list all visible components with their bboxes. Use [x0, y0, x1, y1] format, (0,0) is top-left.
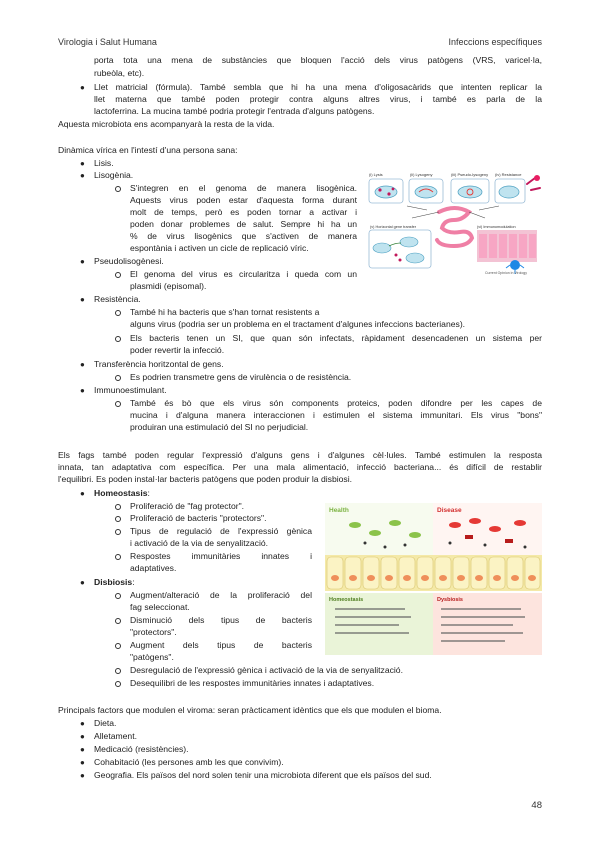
pseudo-lysogeny-panel: [451, 179, 489, 203]
res-sub2-2: poder revertir la infecció.: [130, 345, 225, 355]
dis-item-5: Desequilibri de les respostes immunitàries innates i adaptatives.: [130, 678, 375, 688]
homeo-item-4a: Respostes immunitàries innates i: [130, 551, 312, 561]
sub-bullet-circle: [115, 529, 121, 535]
lisogenia-sub-2: Aquests virus poden estar d'aquesta forma durant: [130, 195, 357, 205]
running-header-right: Infeccions específiques: [448, 37, 542, 47]
pseudo: Pseudolisogènesi.: [94, 256, 164, 266]
fig1-label-resistance: (iv) Resistance: [495, 172, 522, 177]
bullet-dot: ●: [80, 758, 85, 767]
factor-item: Geografia. Els països del nord solen tenir una microbiota diferent que els països del sud.: [94, 770, 432, 780]
factor-item: Cohabitació (les persones amb les que convivim).: [94, 757, 284, 767]
pseudo-sub-1: El genoma del virus es circularitza i queda com un: [130, 269, 357, 279]
lisogenia: Lisogènia.: [94, 170, 134, 180]
bullet-dot: ●: [80, 360, 85, 369]
sub-bullet-circle: [115, 310, 121, 316]
dysbiosis-heading: Disbiosis:: [94, 577, 135, 587]
health-disease-figure: [325, 503, 542, 658]
dysbiosis-title: Disbiosis: [94, 577, 133, 587]
lisogenia-sub-1: S'integren en el genoma de manera lisogènica.: [130, 183, 357, 193]
intro-cont-line-1: porta tota una mena de substàncies que bloquen l'acció dels virus patògens (VRS, varicel·la,: [94, 55, 542, 65]
bullet-dot: ●: [80, 732, 85, 741]
sub-bullet-circle: [115, 643, 121, 649]
lysogeny-panel: [409, 179, 443, 203]
dis-item-2a: Disminució dels tipus de bacteris: [130, 615, 312, 625]
lisis: Lisis.: [94, 158, 114, 168]
lisogenia-sub-3: molt de temps, però es poden tornar a activar i: [130, 207, 357, 217]
page-number: 48: [531, 800, 542, 811]
bullet-dot: ●: [80, 771, 85, 780]
milk-line-2: llet materna que també poden protegir contra alguns altres virus, i també es parla de la: [94, 94, 542, 104]
sub-bullet-circle: [115, 618, 121, 624]
immuno-sub-3: produiran una estimulació del SI no perjudicial.: [130, 422, 309, 432]
lisogenia-sub-4: poden donar problemes de salut. Sempre hi ha un: [130, 219, 357, 229]
bullet-dot: ●: [80, 257, 85, 266]
sub-bullet-circle: [115, 504, 121, 510]
fig2-disease-label: Disease: [437, 507, 462, 514]
bullet-dot: ●: [80, 295, 85, 304]
sub-bullet-circle: [115, 336, 121, 342]
transfer-sub: Es podrien transmetre gens de virulència o de resistència.: [130, 372, 352, 382]
sub-bullet-circle: [115, 401, 121, 407]
fig1-credit: Current Opinion in Virology: [485, 271, 527, 275]
intro-cont-line-2: rubeòla, etc).: [94, 68, 145, 78]
sub-bullet-circle: [115, 375, 121, 381]
sub-bullet-circle: [115, 272, 121, 278]
factors-title: Principals factors que modulen el viroma: seran pràcticament idèntics que els que modulen el bioma.: [58, 705, 442, 715]
homeo-item-3b: i activació de la via de senyalització.: [130, 538, 269, 548]
bullet-dot: ●: [80, 745, 85, 754]
resistencia: Resistència.: [94, 294, 141, 304]
res-sub1-1: També hi ha bacteris que s'han tornat resistents a: [130, 307, 320, 317]
homeostasis-heading: Homeostasis:: [94, 488, 150, 498]
bullet-dot: ●: [80, 578, 85, 587]
fig1-label-immuno: (vi) Immunomodulation: [477, 225, 516, 229]
factor-item: Dieta.: [94, 718, 117, 728]
sub-bullet-circle: [115, 516, 121, 522]
pseudo-sub-2: plasmidi (episomal).: [130, 281, 207, 291]
dis-item-1b: fag seleccionat.: [130, 602, 190, 612]
intro-closing: Aquesta microbiota ens acompanyarà la resta de la vida.: [58, 119, 275, 129]
sub-bullet-circle: [115, 554, 121, 560]
bullet-dot: ●: [80, 386, 85, 395]
fig1-label-lysogeny: (ii) Lysogeny: [410, 172, 433, 177]
immuno-sub-1: També és bò que els virus són components proteics, poden difondre per les capes de: [130, 398, 542, 408]
homeostasis-title: Homeostasis: [94, 488, 148, 498]
factor-item: Alletament.: [94, 731, 137, 741]
hgt-panel: [369, 230, 431, 268]
fags-para-3: l'equilibri. Es poden instal·lar bacteris patògens que poden produir la disbiosi.: [58, 474, 353, 484]
dis-item-2b: "protectors".: [130, 627, 177, 637]
bullet-dot: ●: [80, 83, 85, 92]
dis-item-1a: Augment/alteració de la proliferació del: [130, 590, 312, 600]
res-sub1-2: alguns virus (podria ser un problema en el tractament d'algunes infeccions bacterianes).: [130, 319, 466, 329]
transfer: Transferència horitzontal de gens.: [94, 359, 224, 369]
dis-item-4: Desregulació de l'expressió gènica i activació de la via de senyalització.: [130, 665, 403, 675]
sub-bullet-circle: [115, 681, 121, 687]
homeo-item-1: Proliferació de "fag protector".: [130, 501, 245, 511]
bullet-dot: ●: [80, 489, 85, 498]
immuno-sub-2: mucina i d'alguna manera interaccionen i estimulen el sistema immunitari. Els virus "bons": [130, 410, 542, 420]
running-header-left: Virologia i Salut Humana: [58, 37, 157, 47]
bullet-dot: ●: [80, 159, 85, 168]
fig2-health-label: Health: [329, 507, 349, 514]
immuno: Immunoestimulant.: [94, 385, 167, 395]
fig2-homeostasis-label: Homeostasis: [329, 597, 364, 603]
fags-para-1: Els fags també poden regular l'expressió d'alguns gens i d'algunes cèl·lules. També estimulen la resposta: [58, 450, 542, 460]
dynamics-title: Dinàmica vírica en l'intestí d'una persona sana:: [58, 145, 238, 155]
dis-item-3b: "patògens".: [130, 652, 174, 662]
fig1-label-pseudo: (iii) Pseudo-lysogeny: [451, 172, 489, 177]
homeo-item-3a: Tipus de regulació de l'expressió gènica: [130, 526, 312, 536]
fig1-label-lysis: (i) Lysis: [369, 172, 383, 177]
factor-item: Medicació (resistències).: [94, 744, 189, 754]
lisogenia-sub-5: % de virus lisogènics que s'activen de manera: [130, 231, 357, 241]
bullet-dot: ●: [80, 171, 85, 180]
lisogenia-sub-6: espontània i activen un cicle de replicació víric.: [130, 243, 309, 253]
phage-dynamics-figure: [367, 170, 542, 276]
fig1-label-hgt: (v) Horizontal gene transfer: [370, 225, 417, 229]
sub-bullet-circle: [115, 593, 121, 599]
milk-line-1: Llet matricial (fórmula). També sembla que hi ha una mena d'oligosacàrids que intenten replicar la: [94, 82, 542, 92]
res-sub2-1: Els bacteris tenen un SI, que quan són infectats, ràpidament desencadenen un sistema per: [130, 333, 542, 343]
homeo-item-2: Proliferació de bacteris "protectors".: [130, 513, 267, 523]
sub-bullet-circle: [115, 186, 121, 192]
sub-bullet-circle: [115, 668, 121, 674]
lysis-panel: [369, 179, 403, 203]
milk-line-3: lactoferrina. La mucina també podria protegir l'entrada d'alguns patògens.: [94, 106, 375, 116]
bullet-dot: ●: [80, 719, 85, 728]
fags-para-2: innata, tan adaptativa com específica. Per una mala alimentació, infecció bacteriana... és difícil de restablir: [58, 462, 542, 472]
dis-item-3a: Augment dels tipus de bacteris: [130, 640, 312, 650]
homeo-item-4b: adaptatives.: [130, 563, 177, 573]
fig2-dysbiosis-label: Dysbiosis: [437, 597, 463, 603]
